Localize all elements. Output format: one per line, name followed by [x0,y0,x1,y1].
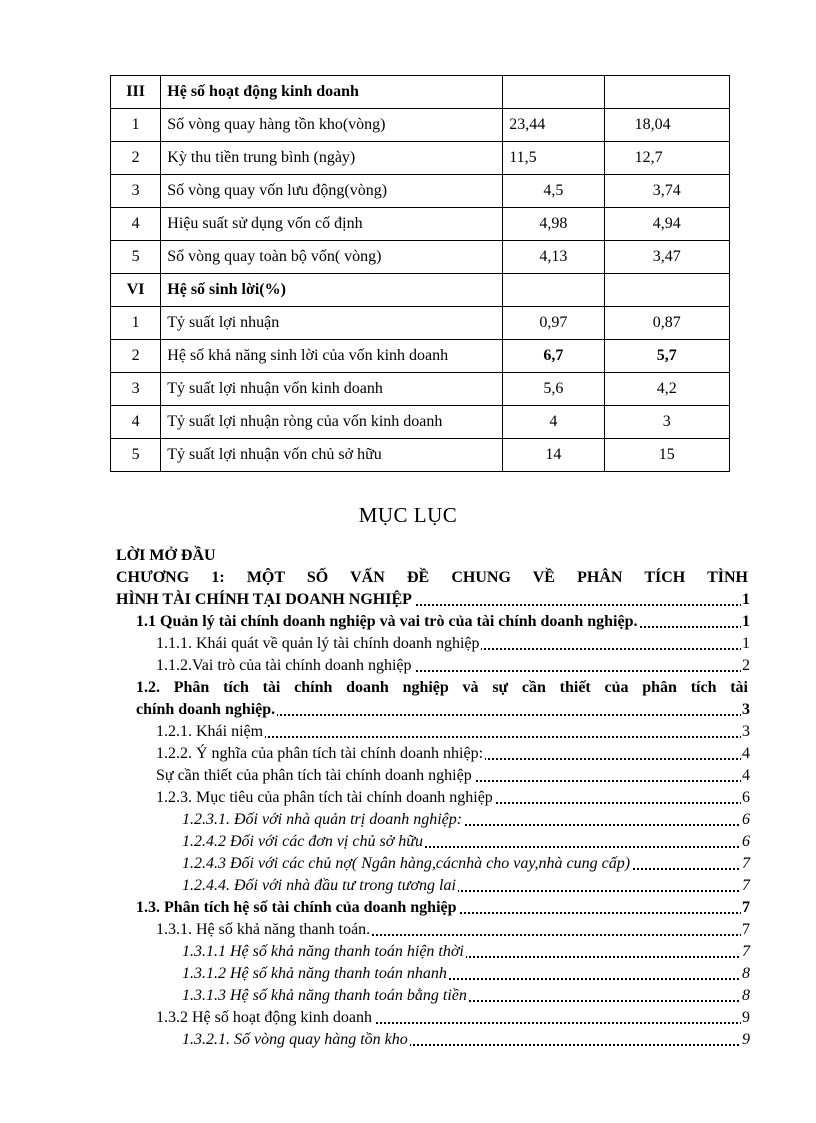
row-label: Kỳ thu tiền trung bình (ngày) [161,142,503,175]
value-year-1 [503,274,604,307]
row-label: Số vòng quay toàn bộ vốn( vòng) [161,241,503,274]
toc-section-1-1-1[interactable]: 1.1.1. Khái quát về quản lý tài chính doanh nghiệp 1 [156,633,750,655]
table-row [111,406,730,439]
value-year-1: 4 [503,406,604,439]
table-row [111,307,730,340]
value-year-1: 11,5 [503,142,604,175]
row-number: III [111,76,161,109]
toc-section-1-3-1-1[interactable]: 1.3.1.1 Hệ số khả năng thanh toán hiện thời 7 [182,941,750,963]
row-number: 5 [111,439,161,472]
row-label: Tỷ suất lợi nhuận vốn chủ sở hữu [161,439,503,472]
toc-section-1-2[interactable]: chính doanh nghiệp. 3 [136,699,750,721]
row-number: VI [111,274,161,307]
row-number: 4 [111,406,161,439]
financial-ratio-table [110,75,730,472]
row-label: Số vòng quay vốn lưu động(vòng) [161,175,503,208]
value-year-1: 5,6 [503,373,604,406]
table-row [111,175,730,208]
toc-section-1-2-1[interactable]: 1.2.1. Khái niệm 3 [156,721,750,743]
value-year-2: 18,04 [604,109,729,142]
toc-section-1-3-2[interactable]: 1.3.2 Hệ số hoạt động kinh doanh 9 [156,1007,750,1029]
row-number: 1 [111,307,161,340]
value-year-1: 4,13 [503,241,604,274]
value-year-2: 3 [604,406,729,439]
value-year-1: 4,98 [503,208,604,241]
toc-section-1-3-1-3[interactable]: 1.3.1.3 Hệ số khả năng thanh toán bằng tiền 8 [182,985,750,1007]
toc-section-1-1-2[interactable]: 1.1.2.Vai trò của tài chính doanh nghiệp 2 [156,655,750,677]
row-number: 1 [111,109,161,142]
row-label: Hệ số sinh lời(%) [161,274,503,307]
value-year-1: 0,97 [503,307,604,340]
value-year-2: 3,47 [604,241,729,274]
toc-section-1-3-1-2[interactable]: 1.3.1.2 Hệ số khả năng thanh toán nhanh 8 [182,963,750,985]
row-label: Hệ số hoạt động kinh doanh [161,76,503,109]
toc-section-1-2-4-2[interactable]: 1.2.4.2 Đối với các đơn vị chủ sở hữu 6 [182,831,750,853]
table-row [111,76,730,109]
financial-ratio-table-body [111,76,730,472]
toc-section-necessity[interactable]: Sự cần thiết của phân tích tài chính doanh nghiệp 4 [156,765,750,787]
row-number: 2 [111,142,161,175]
row-number: 4 [111,208,161,241]
row-label: Tỷ suất lợi nhuận ròng của vốn kinh doanh [161,406,503,439]
value-year-1 [503,76,604,109]
row-number: 3 [111,175,161,208]
table-row [111,208,730,241]
toc-chapter-1[interactable]: HÌNH TÀI CHÍNH TẠI DOANH NGHIỆP 1 [116,589,750,611]
toc-section-1-3[interactable]: 1.3. Phân tích hệ số tài chính của doanh nghiệp 7 [136,897,750,919]
value-year-2: 15 [604,439,729,472]
row-label: Tỷ suất lợi nhuận [161,307,503,340]
row-number: 5 [111,241,161,274]
row-number: 3 [111,373,161,406]
toc-chapter-1-line-1: CHƯƠNG 1: MỘT SỐ VẤN ĐỀ CHUNG VỀ PHÂN TÍCH TÌNH [116,567,750,589]
value-year-2: 4,2 [604,373,729,406]
row-number: 2 [111,340,161,373]
table-row [111,373,730,406]
value-year-1: 4,5 [503,175,604,208]
toc-section-1-2-4-3[interactable]: 1.2.4.3 Đối với các chủ nợ( Ngân hàng,cácnhà cho vay,nhà cung cấp) 7 [182,853,750,875]
value-year-2: 0,87 [604,307,729,340]
table-row [111,109,730,142]
row-label: Số vòng quay hàng tồn kho(vòng) [161,109,503,142]
value-year-1: 23,44 [503,109,604,142]
value-year-2: 3,74 [604,175,729,208]
toc-section-1-2-2[interactable]: 1.2.2. Ý nghĩa của phân tích tài chính doanh nhiệp: 4 [156,743,750,765]
table-row [111,142,730,175]
table-row [111,340,730,373]
toc-section-1-2-4-4[interactable]: 1.2.4.4. Đối với nhà đầu tư trong tương lai 7 [182,875,750,897]
toc-title: MỤC LỤC [358,503,458,527]
row-label: Tỷ suất lợi nhuận vốn kinh doanh [161,373,503,406]
toc-section-1-2-3-1[interactable]: 1.2.3.1. Đối với nhà quản trị doanh nghiệp: 6 [182,809,750,831]
table-row [111,241,730,274]
toc-section-1-2-line-1: 1.2. Phân tích tài chính doanh nghiệp và sự cần thiết của phân tích tài [136,677,750,699]
value-year-2 [604,76,729,109]
value-year-2 [604,274,729,307]
table-of-contents [116,545,750,1051]
toc-intro: LỜI MỞ ĐẦU [116,547,216,564]
value-year-2: 12,7 [604,142,729,175]
value-year-1: 6,7 [503,340,604,373]
toc-section-1-3-1[interactable]: 1.3.1. Hệ số khả năng thanh toán. 7 [156,919,750,941]
row-label: Hệ số khả năng sinh lời của vốn kinh doanh [161,340,503,373]
table-row [111,274,730,307]
toc-section-1-3-2-1[interactable]: 1.3.2.1. Số vòng quay hàng tồn kho 9 [182,1029,750,1051]
table-row [111,439,730,472]
row-label: Hiệu suất sử dụng vốn cố định [161,208,503,241]
value-year-2: 5,7 [604,340,729,373]
toc-section-1-2-3[interactable]: 1.2.3. Mục tiêu của phân tích tài chính doanh nghiệp 6 [156,787,750,809]
value-year-1: 14 [503,439,604,472]
value-year-2: 4,94 [604,208,729,241]
toc-section-1-1[interactable]: 1.1 Quản lý tài chính doanh nghiệp và vai trò của tài chính doanh nghiệp. 1 [136,611,750,633]
